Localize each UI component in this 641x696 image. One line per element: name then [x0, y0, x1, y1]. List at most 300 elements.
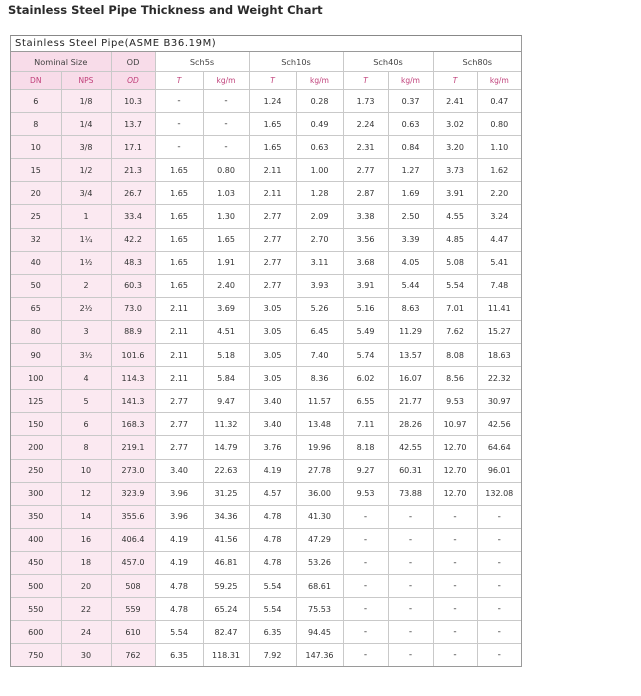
table-cell: 1.65 — [155, 228, 203, 251]
table-cell: 1/4 — [61, 113, 111, 136]
table-row — [11, 598, 521, 621]
page-title: Stainless Steel Pipe Thickness and Weight Chart — [8, 3, 323, 17]
table-cell: - — [343, 644, 388, 667]
table-cell: 31.25 — [203, 482, 249, 505]
table-row — [11, 113, 521, 136]
table-cell: 3.05 — [249, 297, 296, 320]
table-cell: - — [155, 90, 203, 113]
table-cell: - — [203, 136, 249, 159]
table-cell: 7.11 — [343, 413, 388, 436]
table-cell: 8.18 — [343, 436, 388, 459]
table-cell: 114.3 — [111, 367, 155, 390]
table-row — [11, 436, 521, 459]
subheader-cell: kg/m — [203, 72, 249, 90]
table-row — [11, 297, 521, 320]
table-cell: 15 — [11, 159, 61, 182]
table-cell: - — [388, 528, 433, 551]
table-cell: 12.70 — [433, 482, 477, 505]
table-cell: 2.11 — [155, 320, 203, 343]
table-cell: 22 — [61, 598, 111, 621]
table-cell: 132.08 — [477, 482, 521, 505]
table-row — [11, 482, 521, 505]
table-cell: 60.3 — [111, 274, 155, 297]
table-cell: 3.40 — [249, 413, 296, 436]
table-cell: - — [433, 505, 477, 528]
table-cell: 250 — [11, 459, 61, 482]
table-cell: - — [433, 551, 477, 574]
table-cell: 34.36 — [203, 505, 249, 528]
table-cell: 4 — [61, 367, 111, 390]
table-cell: 2.77 — [249, 205, 296, 228]
table-cell: 5.49 — [343, 320, 388, 343]
table-cell: 2.11 — [155, 367, 203, 390]
table-cell: 5.18 — [203, 344, 249, 367]
table-cell: - — [477, 598, 521, 621]
table-cell: 20 — [61, 574, 111, 597]
table-cell: 2.87 — [343, 182, 388, 205]
table-cell: 6.35 — [155, 644, 203, 667]
table-cell: 14.79 — [203, 436, 249, 459]
table-cell: 4.47 — [477, 228, 521, 251]
table-cell: 125 — [11, 390, 61, 413]
table-cell: 2.11 — [249, 182, 296, 205]
table-cell: 2.77 — [343, 159, 388, 182]
table-cell: 2.77 — [155, 413, 203, 436]
table-cell: 3.69 — [203, 297, 249, 320]
table-cell: 8 — [61, 436, 111, 459]
table-cell: 13.7 — [111, 113, 155, 136]
table-cell: 550 — [11, 598, 61, 621]
table-cell: 3.05 — [249, 344, 296, 367]
table-cell: 0.47 — [477, 90, 521, 113]
table-cell: 53.26 — [296, 551, 343, 574]
table-cell: 1.30 — [203, 205, 249, 228]
table-cell: 3.05 — [249, 367, 296, 390]
table-cell: 147.36 — [296, 644, 343, 667]
table-cell: 4.51 — [203, 320, 249, 343]
table-cell: 65 — [11, 297, 61, 320]
table-cell: 33.4 — [111, 205, 155, 228]
table-cell: 2.70 — [296, 228, 343, 251]
table-cell: 18 — [61, 551, 111, 574]
table-caption: Stainless Steel Pipe(ASME B36.19M) — [11, 36, 521, 52]
table-cell: 3.56 — [343, 228, 388, 251]
table-cell: - — [433, 574, 477, 597]
table-row — [11, 136, 521, 159]
table-cell: - — [203, 113, 249, 136]
table-cell: 41.56 — [203, 528, 249, 551]
table-cell: 1.00 — [296, 159, 343, 182]
table-cell: 11.57 — [296, 390, 343, 413]
table-cell: 1.65 — [155, 205, 203, 228]
table-cell: 12.70 — [433, 459, 477, 482]
table-cell: 101.6 — [111, 344, 155, 367]
table-cell: 1/2 — [61, 159, 111, 182]
table-cell: 3.93 — [296, 274, 343, 297]
table-row — [11, 367, 521, 390]
table-cell: 3.40 — [155, 459, 203, 482]
table-cell: 36.00 — [296, 482, 343, 505]
table-row — [11, 551, 521, 574]
table-cell: 18.63 — [477, 344, 521, 367]
table-cell: 16 — [61, 528, 111, 551]
table-cell: 2.09 — [296, 205, 343, 228]
subheader-cell: T — [155, 72, 203, 90]
table-cell: 30.97 — [477, 390, 521, 413]
table-cell: 3.96 — [155, 482, 203, 505]
table-cell: 1.28 — [296, 182, 343, 205]
table-cell: 2.20 — [477, 182, 521, 205]
subheader-cell: T — [343, 72, 388, 90]
table-cell: 9.53 — [433, 390, 477, 413]
table-cell: 8.63 — [388, 297, 433, 320]
table-cell: 3.40 — [249, 390, 296, 413]
table-cell: 1.27 — [388, 159, 433, 182]
table-cell: 21.77 — [388, 390, 433, 413]
table-cell: 273.0 — [111, 459, 155, 482]
table-row — [11, 228, 521, 251]
subheader-cell: T — [249, 72, 296, 90]
table-cell: 17.1 — [111, 136, 155, 159]
table-cell: 1.73 — [343, 90, 388, 113]
table-cell: 610 — [111, 621, 155, 644]
table-cell: 6.45 — [296, 320, 343, 343]
table-cell: 8.56 — [433, 367, 477, 390]
subheader-cell: kg/m — [296, 72, 343, 90]
table-cell: 96.01 — [477, 459, 521, 482]
table-cell: 457.0 — [111, 551, 155, 574]
table-cell: 9.53 — [343, 482, 388, 505]
table-cell: - — [477, 621, 521, 644]
table-row — [11, 621, 521, 644]
table-cell: - — [155, 113, 203, 136]
table-cell: 5.74 — [343, 344, 388, 367]
table-cell: 6 — [61, 413, 111, 436]
table-cell: 508 — [111, 574, 155, 597]
table-cell: 21.3 — [111, 159, 155, 182]
table-cell: 0.49 — [296, 113, 343, 136]
table-cell: 500 — [11, 574, 61, 597]
header-sch40s: Sch40s — [343, 52, 433, 72]
table-cell: 20 — [11, 182, 61, 205]
pipe-chart-table-container — [10, 35, 522, 667]
table-cell: 219.1 — [111, 436, 155, 459]
table-row — [11, 390, 521, 413]
table-cell: 73.0 — [111, 297, 155, 320]
table-cell: 3/4 — [61, 182, 111, 205]
table-cell: 3.76 — [249, 436, 296, 459]
subheader-cell: OD — [111, 72, 155, 90]
table-cell: 47.29 — [296, 528, 343, 551]
table-cell: 4.19 — [249, 459, 296, 482]
table-cell: 750 — [11, 644, 61, 667]
table-cell: 406.4 — [111, 528, 155, 551]
table-cell: 350 — [11, 505, 61, 528]
table-cell: 90 — [11, 344, 61, 367]
table-cell: 59.25 — [203, 574, 249, 597]
table-cell: 3.02 — [433, 113, 477, 136]
table-cell: 88.9 — [111, 320, 155, 343]
table-cell: 1.65 — [155, 159, 203, 182]
table-cell: 100 — [11, 367, 61, 390]
table-cell: - — [477, 644, 521, 667]
table-cell: 1.65 — [249, 113, 296, 136]
table-cell: - — [433, 644, 477, 667]
table-cell: 7.48 — [477, 274, 521, 297]
table-cell: 2.31 — [343, 136, 388, 159]
table-cell: 150 — [11, 413, 61, 436]
table-cell: 3 — [61, 320, 111, 343]
table-cell: 2½ — [61, 297, 111, 320]
table-cell: 32 — [11, 228, 61, 251]
table-cell: 46.81 — [203, 551, 249, 574]
table-cell: 1.62 — [477, 159, 521, 182]
table-cell: 1.10 — [477, 136, 521, 159]
table-row — [11, 413, 521, 436]
table-cell: 13.57 — [388, 344, 433, 367]
table-row — [11, 182, 521, 205]
table-cell: 3.91 — [343, 274, 388, 297]
table-cell: - — [388, 621, 433, 644]
table-cell: 7.62 — [433, 320, 477, 343]
table-cell: - — [343, 621, 388, 644]
table-cell: 8.36 — [296, 367, 343, 390]
table-cell: 1.03 — [203, 182, 249, 205]
table-cell: 2.11 — [155, 344, 203, 367]
table-cell: 5.16 — [343, 297, 388, 320]
table-cell: 30 — [61, 644, 111, 667]
table-row — [11, 344, 521, 367]
table-cell: 42.56 — [477, 413, 521, 436]
table-cell: 118.31 — [203, 644, 249, 667]
table-cell: 5.44 — [388, 274, 433, 297]
table-cell: 5.54 — [249, 598, 296, 621]
table-cell: 10.3 — [111, 90, 155, 113]
table-cell: 2.40 — [203, 274, 249, 297]
table-cell: 3.11 — [296, 251, 343, 274]
table-cell: - — [433, 621, 477, 644]
table-cell: 400 — [11, 528, 61, 551]
table-cell: 1.65 — [155, 274, 203, 297]
table-cell: 2.77 — [249, 251, 296, 274]
table-cell: 3.68 — [343, 251, 388, 274]
table-cell: 11.32 — [203, 413, 249, 436]
table-cell: - — [343, 551, 388, 574]
table-cell: 14 — [61, 505, 111, 528]
table-cell: 5.41 — [477, 251, 521, 274]
table-row — [11, 320, 521, 343]
table-cell: 26.7 — [111, 182, 155, 205]
table-cell: 1.65 — [203, 228, 249, 251]
table-cell: 0.63 — [296, 136, 343, 159]
header-sch80s: Sch80s — [433, 52, 521, 72]
table-cell: 1/8 — [61, 90, 111, 113]
table-cell: 2.50 — [388, 205, 433, 228]
table-cell: - — [203, 90, 249, 113]
table-cell: 0.84 — [388, 136, 433, 159]
table-cell: - — [388, 574, 433, 597]
table-cell: 3.91 — [433, 182, 477, 205]
table-cell: 4.78 — [155, 598, 203, 621]
table-cell: 0.80 — [203, 159, 249, 182]
table-cell: 75.53 — [296, 598, 343, 621]
table-cell: 5.08 — [433, 251, 477, 274]
table-cell: 1 — [61, 205, 111, 228]
table-cell: - — [477, 574, 521, 597]
table-cell: 40 — [11, 251, 61, 274]
table-cell: 600 — [11, 621, 61, 644]
table-cell: 8 — [11, 113, 61, 136]
table-cell: 4.55 — [433, 205, 477, 228]
table-cell: 4.78 — [155, 574, 203, 597]
table-cell: 168.3 — [111, 413, 155, 436]
table-cell: 5.26 — [296, 297, 343, 320]
table-cell: 9.27 — [343, 459, 388, 482]
table-cell: 0.37 — [388, 90, 433, 113]
table-row — [11, 251, 521, 274]
table-cell: 3.39 — [388, 228, 433, 251]
table-row — [11, 459, 521, 482]
table-cell: 11.29 — [388, 320, 433, 343]
table-cell: 762 — [111, 644, 155, 667]
table-cell: 2.11 — [155, 297, 203, 320]
table-cell: 1.24 — [249, 90, 296, 113]
table-cell: 0.63 — [388, 113, 433, 136]
table-cell: 3.20 — [433, 136, 477, 159]
table-cell: - — [343, 505, 388, 528]
table-cell: 2.77 — [249, 228, 296, 251]
table-cell: 1.91 — [203, 251, 249, 274]
table-cell: 12.70 — [433, 436, 477, 459]
table-row — [11, 505, 521, 528]
table-cell: 7.40 — [296, 344, 343, 367]
table-cell: 1¼ — [61, 228, 111, 251]
table-cell: 27.78 — [296, 459, 343, 482]
table-cell: 2.77 — [155, 436, 203, 459]
table-cell: 10 — [11, 136, 61, 159]
table-cell: 42.2 — [111, 228, 155, 251]
table-cell: 6.55 — [343, 390, 388, 413]
table-cell: 80 — [11, 320, 61, 343]
table-cell: 450 — [11, 551, 61, 574]
table-cell: - — [477, 551, 521, 574]
table-cell: 9.47 — [203, 390, 249, 413]
table-cell: 200 — [11, 436, 61, 459]
table-cell: 19.96 — [296, 436, 343, 459]
table-cell: 65.24 — [203, 598, 249, 621]
subheader-cell: T — [433, 72, 477, 90]
table-cell: 12 — [61, 482, 111, 505]
table-cell: - — [155, 136, 203, 159]
table-cell: - — [388, 505, 433, 528]
table-cell: 48.3 — [111, 251, 155, 274]
subheader-cell: DN — [11, 72, 61, 90]
table-cell: 10 — [61, 459, 111, 482]
table-cell: 4.19 — [155, 528, 203, 551]
table-cell: - — [433, 528, 477, 551]
table-row — [11, 644, 521, 667]
table-cell: 94.45 — [296, 621, 343, 644]
table-cell: 4.78 — [249, 528, 296, 551]
table-cell: 82.47 — [203, 621, 249, 644]
table-cell: 68.61 — [296, 574, 343, 597]
table-cell: 1.65 — [155, 251, 203, 274]
table-cell: 1.69 — [388, 182, 433, 205]
header-nominal-size: Nominal Size — [11, 52, 111, 72]
table-cell: 323.9 — [111, 482, 155, 505]
subheader-row — [11, 72, 521, 90]
table-cell: 60.31 — [388, 459, 433, 482]
table-cell: 28.26 — [388, 413, 433, 436]
table-cell: 3/8 — [61, 136, 111, 159]
table-cell: 6.35 — [249, 621, 296, 644]
table-cell: 4.57 — [249, 482, 296, 505]
table-cell: 3.38 — [343, 205, 388, 228]
table-cell: 2.11 — [249, 159, 296, 182]
table-cell: - — [433, 598, 477, 621]
table-cell: 3½ — [61, 344, 111, 367]
subheader-cell: kg/m — [477, 72, 521, 90]
table-cell: 1½ — [61, 251, 111, 274]
pipe-chart-table — [11, 52, 521, 666]
table-cell: 0.28 — [296, 90, 343, 113]
table-cell: 6.02 — [343, 367, 388, 390]
table-cell: - — [477, 505, 521, 528]
table-cell: 4.78 — [249, 505, 296, 528]
table-cell: 16.07 — [388, 367, 433, 390]
table-cell: 141.3 — [111, 390, 155, 413]
table-row — [11, 274, 521, 297]
table-cell: 1.65 — [249, 136, 296, 159]
table-cell: 5.54 — [249, 574, 296, 597]
table-cell: 3.73 — [433, 159, 477, 182]
header-od: OD — [111, 52, 155, 72]
table-cell: 13.48 — [296, 413, 343, 436]
table-cell: 3.96 — [155, 505, 203, 528]
table-cell: 24 — [61, 621, 111, 644]
table-cell: 2.77 — [155, 390, 203, 413]
table-cell: 7.01 — [433, 297, 477, 320]
table-cell: 2.41 — [433, 90, 477, 113]
table-row — [11, 205, 521, 228]
table-cell: 5.84 — [203, 367, 249, 390]
table-cell: 5 — [61, 390, 111, 413]
table-cell: 7.92 — [249, 644, 296, 667]
table-cell: 8.08 — [433, 344, 477, 367]
table-cell: 4.19 — [155, 551, 203, 574]
table-cell: - — [388, 598, 433, 621]
header-sch5s: Sch5s — [155, 52, 249, 72]
table-cell: 15.27 — [477, 320, 521, 343]
table-cell: 3.05 — [249, 320, 296, 343]
table-row — [11, 574, 521, 597]
table-cell: - — [343, 574, 388, 597]
table-cell: 10.97 — [433, 413, 477, 436]
table-cell: 22.32 — [477, 367, 521, 390]
subheader-cell: kg/m — [388, 72, 433, 90]
table-cell: 42.55 — [388, 436, 433, 459]
table-cell: 11.41 — [477, 297, 521, 320]
table-cell: - — [477, 528, 521, 551]
table-cell: 3.24 — [477, 205, 521, 228]
table-row — [11, 528, 521, 551]
table-cell: 2.77 — [249, 274, 296, 297]
table-cell: 1.65 — [155, 182, 203, 205]
table-cell: 4.05 — [388, 251, 433, 274]
table-cell: 355.6 — [111, 505, 155, 528]
table-cell: 5.54 — [433, 274, 477, 297]
table-cell: 4.85 — [433, 228, 477, 251]
